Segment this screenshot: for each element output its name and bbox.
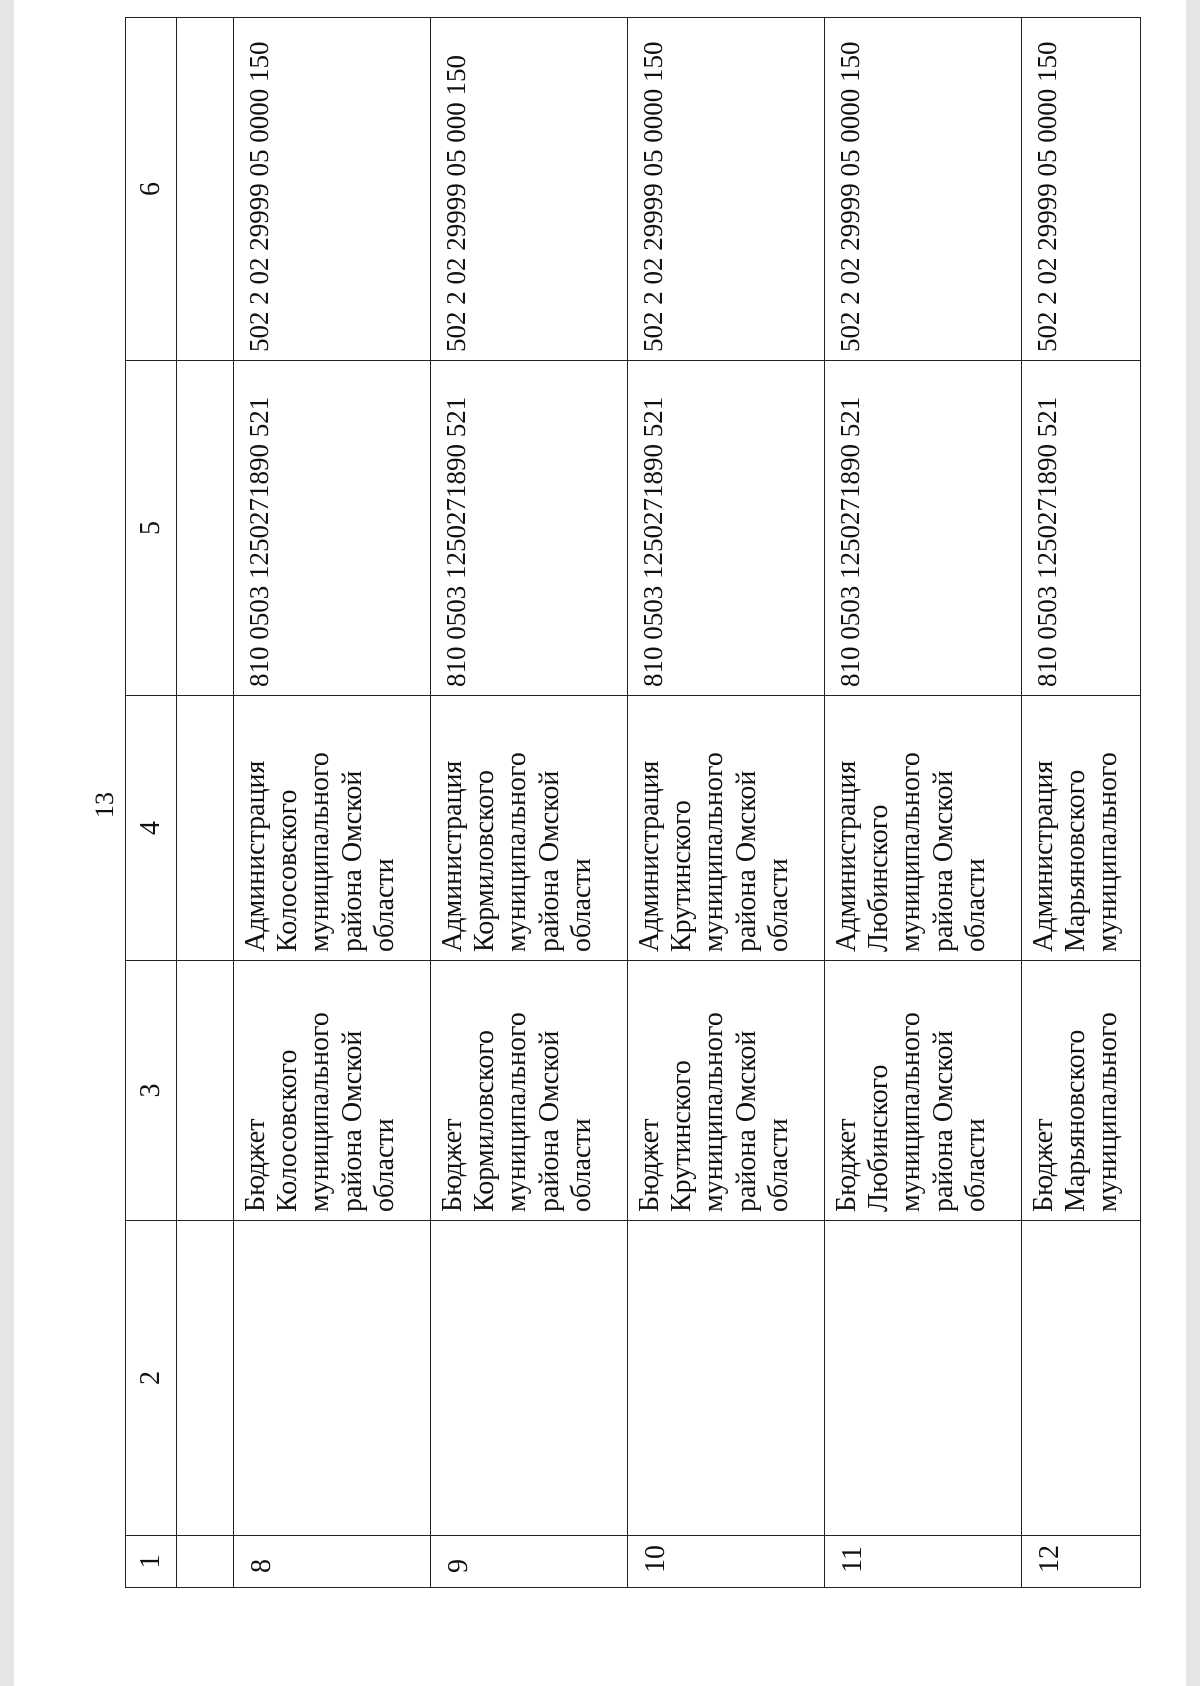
table-row (628, 18, 825, 1588)
spacer-cell (177, 1536, 234, 1588)
data-table (125, 17, 1141, 1588)
expense-code-cell: 810 0503 1250271890 521 (234, 361, 431, 696)
column-2-cell (628, 1221, 825, 1536)
income-code-cell: 502 2 02 29999 05 0000 150 (1022, 18, 1141, 361)
rotated-table-wrapper (125, 18, 1124, 1588)
row-number: 9 (431, 1536, 628, 1588)
admin-cell: Администрация Марьяновского муниципального (1022, 696, 1141, 961)
table-row (234, 18, 431, 1588)
column-2-cell (431, 1221, 628, 1536)
spacer-cell (177, 961, 234, 1221)
income-code-cell: 502 2 02 29999 05 0000 150 (234, 18, 431, 361)
spacer-row (177, 18, 234, 1588)
column-header: 6 (126, 18, 177, 361)
expense-code-cell: 810 0503 1250271890 521 (431, 361, 628, 696)
row-number: 8 (234, 1536, 431, 1588)
spacer-cell (177, 1221, 234, 1536)
row-number: 12 (1022, 1536, 1141, 1588)
column-header: 5 (126, 361, 177, 696)
table-row (431, 18, 628, 1588)
column-header: 2 (126, 1221, 177, 1536)
expense-code-cell: 810 0503 1250271890 521 (628, 361, 825, 696)
scan-edge-left (0, 0, 14, 1686)
row-number: 11 (825, 1536, 1022, 1588)
scan-edge-right (1186, 0, 1200, 1686)
column-2-cell (234, 1221, 431, 1536)
budget-cell: Бюджет Крутинского муниципального района Омской области (628, 961, 825, 1221)
header-row (126, 18, 177, 1588)
column-2-cell (825, 1221, 1022, 1536)
budget-cell: Бюджет Колосовского муниципального района Омской области (234, 961, 431, 1221)
table-row (1022, 18, 1141, 1588)
column-2-cell (1022, 1221, 1141, 1536)
income-code-cell: 502 2 02 29999 05 000 150 (431, 18, 628, 361)
column-header: 1 (126, 1536, 177, 1588)
admin-cell: Администрация Кормиловского муниципального района Омской области (431, 696, 628, 961)
admin-cell: Администрация Крутинского муниципального района Омской области (628, 696, 825, 961)
spacer-cell (177, 696, 234, 961)
admin-cell: Администрация Любинского муниципального района Омской области (825, 696, 1022, 961)
expense-code-cell: 810 0503 1250271890 521 (1022, 361, 1141, 696)
column-header: 4 (126, 696, 177, 961)
admin-cell: Администрация Колосовского муниципального района Омской области (234, 696, 431, 961)
spacer-cell (177, 18, 234, 361)
income-code-cell: 502 2 02 29999 05 0000 150 (628, 18, 825, 361)
budget-cell: Бюджет Любинского муниципального района Омской области (825, 961, 1022, 1221)
budget-cell: Бюджет Марьяновского муниципального (1022, 961, 1141, 1221)
spacer-cell (177, 361, 234, 696)
row-number: 10 (628, 1536, 825, 1588)
expense-code-cell: 810 0503 1250271890 521 (825, 361, 1022, 696)
column-header: 3 (126, 961, 177, 1221)
budget-cell: Бюджет Кормиловского муниципального района Омской области (431, 961, 628, 1221)
table-row (825, 18, 1022, 1588)
income-code-cell: 502 2 02 29999 05 0000 150 (825, 18, 1022, 361)
page-number: 13 (90, 792, 119, 818)
